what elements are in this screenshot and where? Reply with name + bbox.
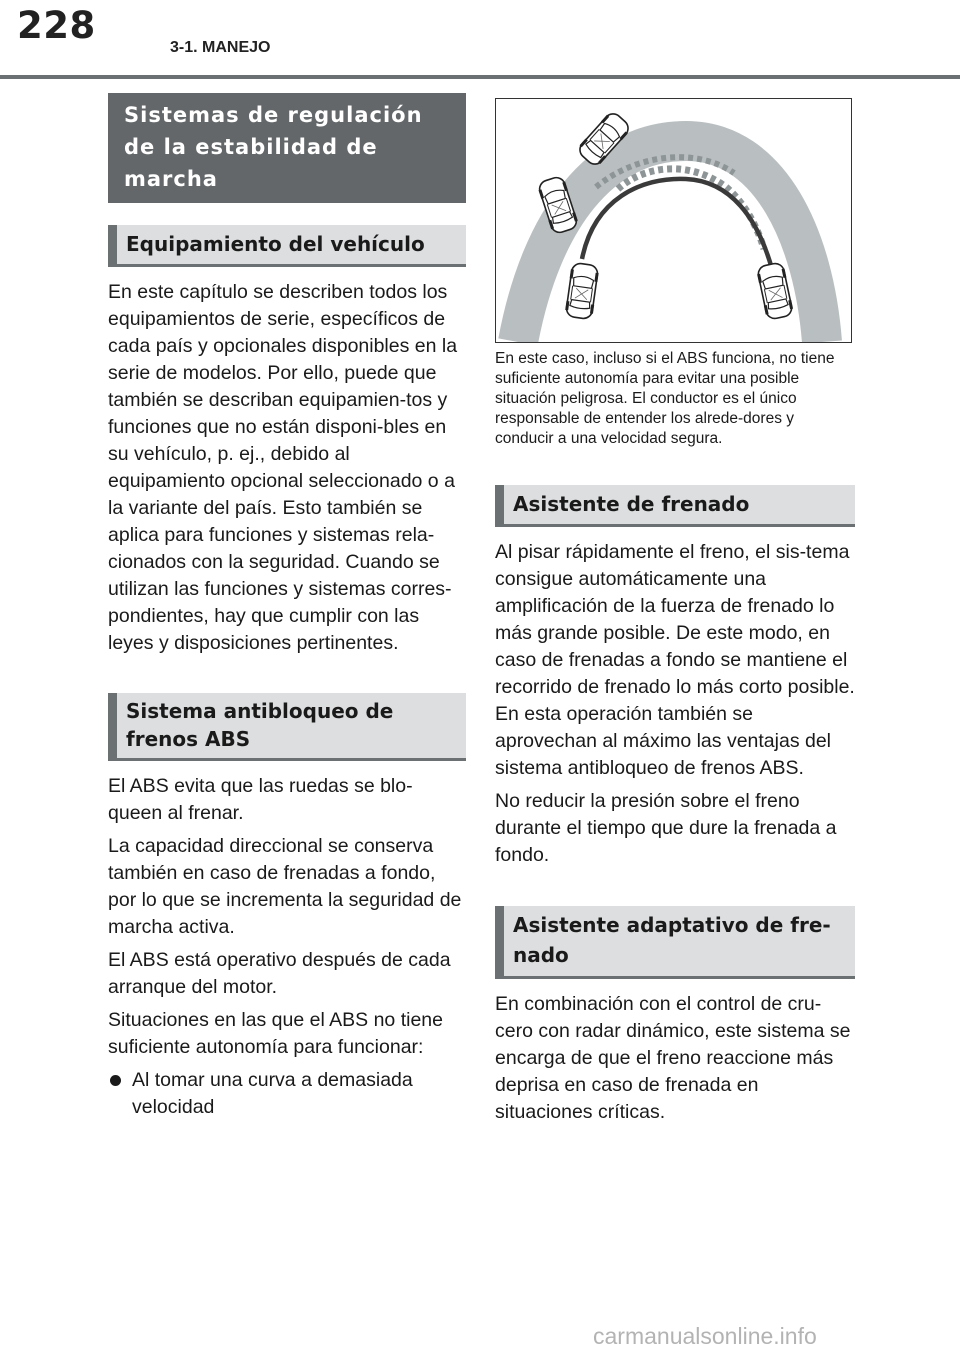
page-number: 228 — [17, 4, 96, 47]
figure-caption: En este caso, incluso si el ABS funciona, no tiene suficiente autonomía para evitar una posible situación peligrosa. El conductor es el único responsable de entender los alrede-dores y conducir a una velocidad segura. — [495, 350, 835, 447]
section-title: Sistemas de regulación de la estabilidad de marcha — [108, 93, 466, 203]
paragraph-equipamiento: En este capítulo se describen todos los equipamientos de serie, específicos de cada país y opcionales disponibles en la serie de modelos. Por ello, puede que también se describan equipamien-tos y funciones que no están disponi-bles en su vehículo, p. ej., debido al equipamiento opcional seleccionado o a la variante del país. Esto también se aplica para funciones y sistemas rela-cionados con la seguridad. Cuando se utilizan las funciones y sistemas corres-pondientes, hay que cumplir con las leyes y disposiciones pertinentes. — [108, 281, 458, 654]
list-item — [108, 1067, 466, 1121]
chapter-title: 3-1. MANEJO — [170, 39, 271, 56]
curve-diagram — [496, 99, 851, 342]
subheading-asistente-adaptativo: Asistente adaptativo de fre-nado — [495, 906, 855, 979]
header-rule — [0, 75, 960, 79]
car-icon — [756, 262, 795, 321]
paragraph-abs-1: El ABS evita que las ruedas se blo-queen al frenar. — [108, 775, 413, 824]
left-column — [108, 93, 466, 1121]
subheading-abs: Sistema antibloqueo de frenos ABS — [108, 693, 466, 761]
paragraph-asistente-adaptativo: En combinación con el control de cru-cero con radar dinámico, este sistema se encarga de que el freno reaccione más deprisa en caso de frenada en situaciones críticas. — [495, 993, 851, 1123]
car-icon — [564, 262, 599, 319]
paragraph-abs-3: El ABS está operativo después de cada arranque del motor. — [108, 949, 451, 998]
right-column — [495, 98, 855, 1126]
bullet-icon — [110, 1075, 121, 1086]
watermark: carmanualsonline.info — [593, 1323, 817, 1349]
bullet-text: Al tomar una curva a demasiada velocidad — [132, 1069, 413, 1118]
curve-illustration — [495, 98, 852, 343]
paragraph-asistente-1: Al pisar rápidamente el freno, el sis-tema consigue automáticamente una amplificación de la fuerza de frenado lo más grande posible. De este modo, en caso de frenadas a fondo se mantiene el recorrido de frenado lo más corto posible. En esta operación también se aprovechan al máximo las ventajas del sistema antibloqueo de frenos ABS. — [495, 541, 855, 779]
paragraph-asistente-2: No reducir la presión sobre el freno durante el tiempo que dure la frenada a fondo. — [495, 790, 837, 866]
subheading-asistente-frenado: Asistente de frenado — [495, 485, 855, 527]
subheading-equipamiento: Equipamiento del vehículo — [108, 225, 466, 267]
paragraph-abs-2: La capacidad direccional se conserva también en caso de frenadas a fondo, por lo que se incrementa la seguridad de marcha activa. — [108, 835, 462, 938]
paragraph-abs-4: Situaciones en las que el ABS no tiene suficiente autonomía para funcionar: — [108, 1009, 443, 1058]
